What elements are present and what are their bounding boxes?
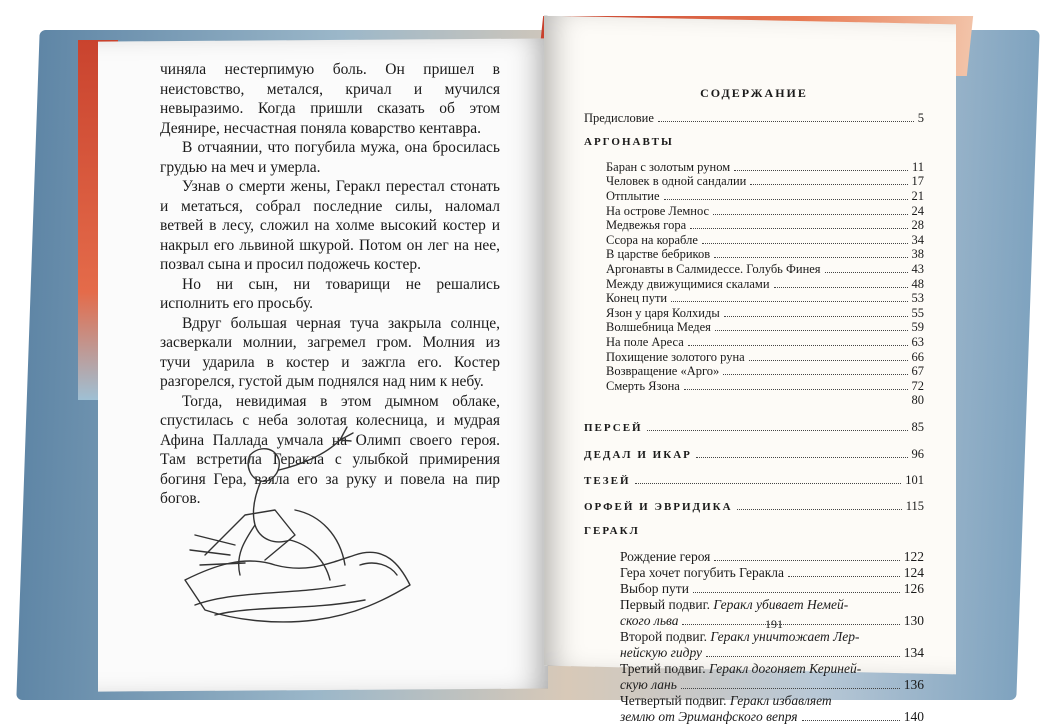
toc-entry: Отплытие 21	[606, 188, 924, 203]
toc-entry: 80	[911, 393, 924, 408]
dot-leader	[658, 121, 914, 122]
toc-entry: Аргонавты в Салмидессе. Голубь Финея 43	[606, 261, 924, 276]
paragraph: Вдруг большая черная туча закрыла солнце, засверкали молнии, загремел гром. Молния из тучи ударила в костер и зажгла его. Костер разгорелся, густой дым поднялся над ним к небу.	[160, 314, 500, 390]
toc-entry-preface: Предисловие 5	[584, 110, 924, 125]
page-number: 191	[765, 617, 783, 631]
toc-entry: Между движущимися скалами 48	[606, 276, 924, 291]
toc-entry: Гера хочет погубить Геракла 124	[620, 564, 924, 580]
toc-section-orpheus: ОРФЕЙ И ЭВРИДИКА 115	[584, 498, 924, 513]
toc-section-heading: АРГОНАВТЫ	[584, 136, 674, 149]
toc-entry: Четвертый подвиг. Геракл избавляет землю от Эриманфского вепря 140	[620, 692, 924, 724]
toc-entry: На острове Лемнос 24	[606, 203, 924, 218]
toc-entry: Ссора на корабле 34	[606, 232, 924, 247]
toc-title: СОДЕРЖАНИЕ	[700, 86, 808, 100]
toc-entry: Конец пути 53	[606, 291, 924, 306]
heracles-illustration	[175, 415, 425, 640]
paragraph: В отчаянии, что погубила мужа, она бросилась грудью на меч и умерла.	[160, 139, 500, 176]
toc-entry: Человек в одной сандалии 17	[606, 174, 924, 189]
toc-section-perseus: ПЕРСЕЙ 85	[584, 419, 924, 434]
toc-entry: Смерть Язона 72	[606, 378, 924, 393]
table-of-contents	[584, 86, 924, 725]
toc-entry: Медвежья гора 28	[606, 218, 924, 233]
toc-entry: Третий подвиг. Геракл догоняет Кериней- скую лань 136	[620, 660, 924, 692]
toc-section-theseus: ТЕЗЕЙ 101	[584, 473, 924, 488]
paragraph: Тогда, невидимая в этом дымном облаке, спустилась с неба золотая колесница, и мудрая Афина Паллада умчала на Олимп своего героя. Там встретила Геракла с улыбкой примирения богиня Гера, взяла его за руку и повела на пир богов.	[160, 392, 500, 507]
toc-entry: Рождение героя 122	[620, 548, 924, 564]
toc-entry: Выбор пути 126	[620, 580, 924, 596]
toc-entry: Второй подвиг. Геракл уничтожает Лер- нейскую гидру 134	[620, 628, 924, 660]
toc-section-heading: ГЕРАКЛ	[584, 525, 640, 538]
toc-section-daedalus: ДЕДАЛ И ИКАР 96	[584, 447, 924, 462]
paragraph: Но ни сын, ни товарищи не решались исполнить его просьбу.	[160, 275, 500, 312]
heracles-list	[584, 549, 924, 725]
toc-entry: Возвращение «Арго» 67	[606, 364, 924, 379]
paragraph: Узнав о смерти жены, Геракл перестал стонать и метаться, собрал последние силы, наломал ветвей в лесу, сложил на холме высокий костер и накрыл его львиной шкурой. Потом он лег на нее, позвал сына и просил подожечь костер.	[160, 178, 500, 273]
toc-entry: На поле Ареса 63	[606, 334, 924, 349]
toc-entry: Волшебница Медея 59	[606, 320, 924, 335]
toc-entry: Баран с золотым руном 11	[606, 159, 924, 174]
argonauts-list	[584, 160, 924, 408]
toc-entry: В царстве бебриков 38	[606, 247, 924, 262]
paragraph: чиняла нестерпимую боль. Он пришел в неистовство, метался, кричал и мучился невыразимо. Когда пришли сказать об этом Деянире, несчастная поняла коварство кентавра.	[160, 61, 500, 137]
toc-entry: Первый подвиг. Геракл убивает Немей- ского льва 130	[620, 596, 924, 628]
toc-entry: Язон у царя Колхиды 55	[606, 305, 924, 320]
toc-entry: Похищение золотого руна 66	[606, 349, 924, 364]
